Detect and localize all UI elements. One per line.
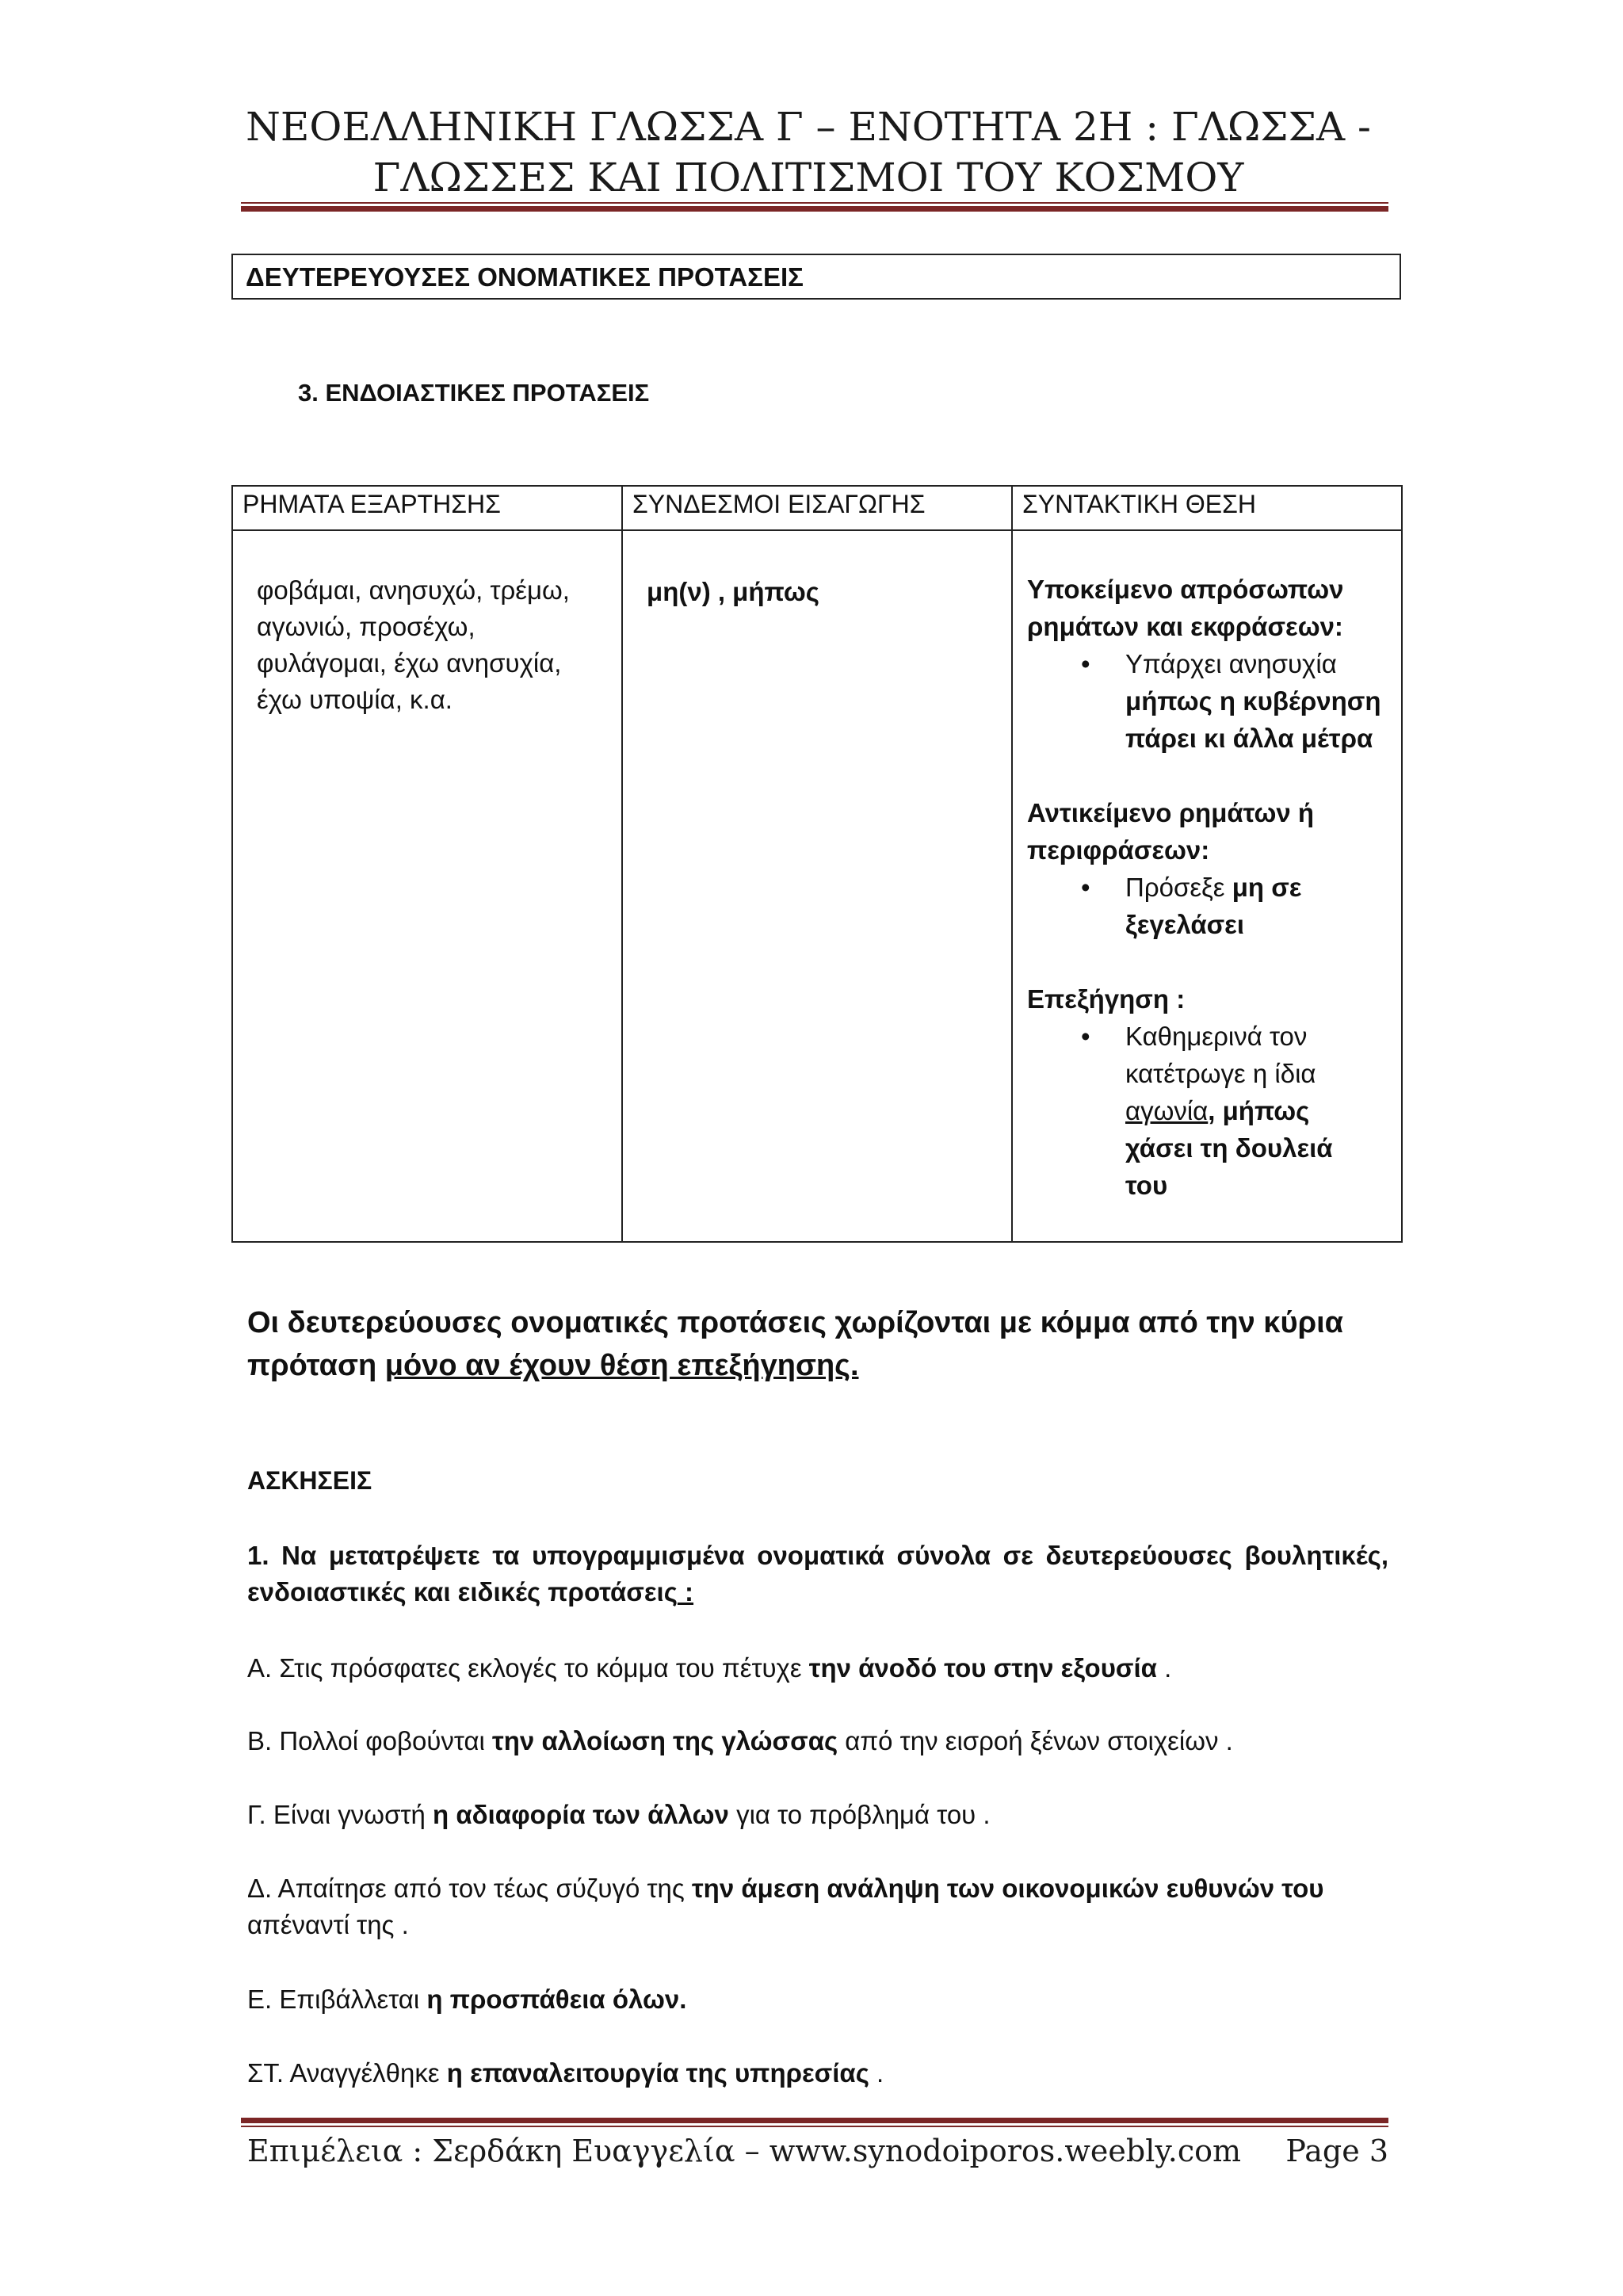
example-text: κατέτρωγε η ίδια: [1125, 1059, 1316, 1088]
subheading: 3. ΕΝΔΟΙΑΣΤΙΚΕΣ ΠΡΟΤΑΣΕΙΣ: [298, 379, 650, 407]
example-item: [1027, 1018, 1390, 1204]
syntax-label: Υποκείμενο απρόσωπων: [1027, 575, 1344, 604]
example-text: Καθημερινά τον: [1125, 1022, 1308, 1051]
bullet-icon: •: [1081, 1022, 1090, 1051]
item-text: για το πρόβλημά του .: [728, 1800, 991, 1829]
table-header-conjunctions: ΣΥΝΔΕΣΜΟΙ ΕΙΣΑΓΩΓΗΣ: [622, 486, 1012, 530]
bullet-icon: •: [1081, 873, 1090, 902]
footer-rule-thin: [241, 2126, 1388, 2127]
syntax-label: Αντικείμενο ρημάτων ή: [1027, 798, 1315, 827]
header-rule-thin: [241, 202, 1388, 204]
exercise-instructions: [247, 1538, 1388, 1610]
item-text: .: [869, 2058, 884, 2088]
syntax-explanation-block: [1027, 980, 1390, 1204]
footer-rule-thick: [241, 2118, 1388, 2123]
item-text-bold: η επαναλειτουργία της υπηρεσίας: [446, 2058, 869, 2088]
item-text-bold: η αδιαφορία των άλλων: [433, 1800, 729, 1829]
example-text: μήπως η κυβέρνηση: [1125, 686, 1381, 716]
example-text: [1125, 869, 1390, 906]
conjunctions-text: μη(ν) , μήπως: [647, 577, 819, 606]
syntax-cell: [1012, 530, 1402, 1242]
example-text: Υπάρχει ανησυχία: [1125, 649, 1337, 678]
item-text: Δ. Απαίτησε από τον τέως σύζυγό της: [247, 1874, 692, 1903]
note-line-2: [247, 1344, 1388, 1387]
example-item: [1027, 869, 1390, 943]
item-text: ΣΤ. Αναγγέλθηκε: [247, 2058, 447, 2088]
note-line-1: Οι δευτερεύουσες ονοματικές προτάσεις χωρίζονται με κόμμα από την κύρια: [247, 1306, 1344, 1339]
verbs-line: έχω υποψία, κ.α.: [257, 685, 453, 714]
note-text-underlined: μόνο αν έχουν θέση επεξήγησης.: [384, 1349, 859, 1382]
syntax-label: ρημάτων και εκφράσεων:: [1027, 612, 1343, 641]
item-text-bold: την άνοδό του στην εξουσία: [808, 1653, 1157, 1683]
header-title-line-1: ΝΕΟΕΛΛΗΝΙΚΗ ΓΛΩΣΣΑ Γ – ΕΝΟΤΗΤΑ 2Η : ΓΛΩΣΣΑ -: [246, 104, 1371, 150]
table-header-syntax: ΣΥΝΤΑΚΤΙΚΗ ΘΕΣΗ: [1012, 486, 1402, 530]
syntax-object-block: [1027, 794, 1390, 943]
exercise-item-a: [247, 1650, 1388, 1687]
example-text: μη σε: [1232, 873, 1302, 902]
syntax-subject-block: [1027, 571, 1390, 757]
header-title-line-2: ΓΛΩΣΣΕΣ ΚΑΙ ΠΟΛΙΤΙΣΜΟΙ ΤΟΥ ΚΟΣΜΟΥ: [372, 155, 1244, 201]
exercise-item-d: [247, 1870, 1388, 1943]
footer-credit: Επιμέλεια : Σερδάκη Ευαγγελία – www.synodoiporos.weebly.com: [247, 2134, 1242, 2168]
exercise-item-b: [247, 1723, 1388, 1759]
section-title: ΔΕΥΤΕΡΕΥΟΥΣΕΣ ΟΝΟΜΑΤΙΚΕΣ ΠΡΟΤΑΣΕΙΣ: [231, 254, 1401, 300]
example-text: ξεγελάσει: [1125, 910, 1245, 939]
item-text: .: [1156, 1653, 1172, 1683]
verbs-line: φοβάμαι, ανησυχώ, τρέμω,: [257, 575, 570, 605]
syntax-label: περιφράσεων:: [1027, 835, 1210, 865]
page-footer: [247, 2134, 1388, 2168]
item-text: Ε. Επιβάλλεται: [247, 1985, 427, 2014]
exercise-item-f: [247, 2055, 1388, 2092]
clauses-table: [231, 485, 1403, 1243]
exercise-item-e: [247, 1981, 1388, 2018]
example-text: αγωνία: [1125, 1096, 1209, 1125]
item-text: Γ. Είναι γνωστή: [247, 1800, 433, 1829]
item-text-bold: η προσπάθεια όλων.: [426, 1985, 687, 2014]
header-rule-thick: [241, 206, 1388, 212]
example-text: , μήπως: [1208, 1096, 1310, 1125]
item-text: απέναντί της .: [247, 1910, 409, 1939]
example-text: Πρόσεξε: [1125, 873, 1232, 902]
page-header-title: [238, 101, 1379, 203]
comma-rule-note: [247, 1301, 1388, 1387]
instructions-text: :: [677, 1577, 694, 1606]
verbs-line: αγωνιώ, προσέχω,: [257, 612, 475, 641]
example-text: του: [1125, 1171, 1168, 1200]
table-row: [232, 530, 1402, 1242]
example-text: πάρει κι άλλα μέτρα: [1125, 724, 1373, 753]
table-header-row: [232, 486, 1402, 530]
instructions-text: 1. Να μετατρέψετε τα υπογραμμισμένα ονοματικά σύνολα σε δευτερεύουσες βουλητικές, ενδοιαστικές και ειδικές προτάσεις: [247, 1541, 1388, 1606]
syntax-label: Επεξήγηση :: [1027, 984, 1186, 1014]
example-item: [1027, 645, 1390, 757]
item-text: από την εισροή ξένων στοιχείων .: [838, 1726, 1233, 1755]
verbs-cell: [232, 530, 622, 1242]
note-text: πρόταση: [247, 1349, 385, 1382]
exercises-heading: ΑΣΚΗΣΕΙΣ: [247, 1466, 372, 1495]
item-text-bold: την άμεση ανάληψη των οικονομικών ευθυνών του: [691, 1874, 1324, 1903]
item-line: [247, 1870, 1388, 1907]
page-number: Page 3: [1285, 2134, 1388, 2168]
item-text-bold: την αλλοίωση της γλώσσας: [492, 1726, 838, 1755]
table-header-verbs: ΡΗΜΑΤΑ ΕΞΑΡΤΗΣΗΣ: [232, 486, 622, 530]
item-text: Α. Στις πρόσφατες εκλογές το κόμμα του πέτυχε: [247, 1653, 809, 1683]
example-text: [1125, 1092, 1390, 1129]
verbs-line: φυλάγομαι, έχω ανησυχία,: [257, 648, 562, 678]
item-text: Β. Πολλοί φοβούνται: [247, 1726, 493, 1755]
bullet-icon: •: [1081, 649, 1090, 678]
conjunctions-cell: [622, 530, 1012, 1242]
exercise-item-c: [247, 1797, 1388, 1833]
example-text: χάσει τη δουλειά: [1125, 1133, 1333, 1163]
